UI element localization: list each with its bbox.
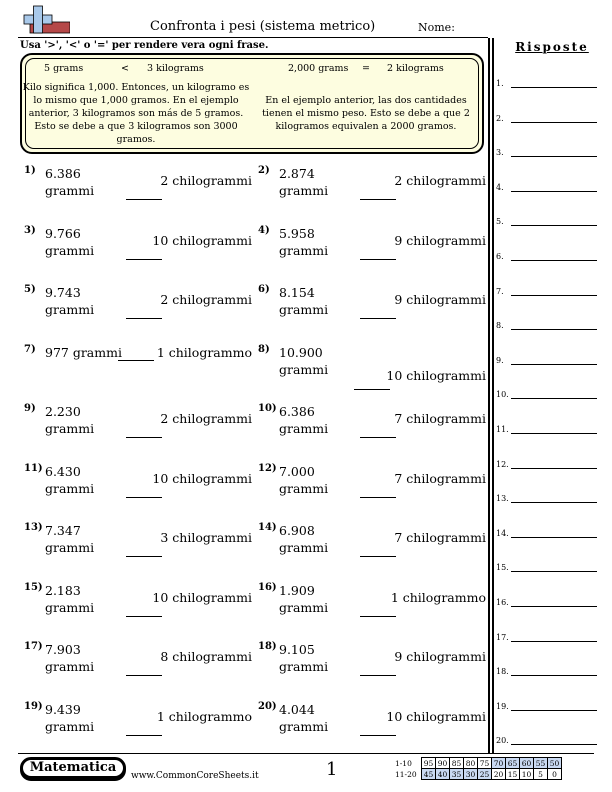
example-left-a: 5 grams: [44, 63, 84, 74]
problem-unit-left: grammi: [279, 361, 329, 377]
problem-amount: 1.909: [279, 582, 315, 598]
answer-line[interactable]: [511, 122, 597, 123]
problem-unit-right: 3 chilogrammi: [160, 530, 252, 545]
problem-number: 3): [24, 224, 36, 236]
answer-number: 16.: [496, 598, 509, 607]
problem-value: [45, 403, 94, 437]
problem-unit-right: 2 chilogrammi: [160, 173, 252, 188]
header-divider: [18, 37, 488, 38]
answer-line[interactable]: [511, 398, 597, 399]
score-row-label: 1-10: [395, 758, 412, 768]
problem-unit-right: 1 chilogrammo: [390, 589, 486, 605]
problem-item: [258, 344, 486, 394]
answer-number: 19.: [496, 701, 509, 711]
problem-number: 14): [258, 522, 277, 533]
problem-item: [24, 165, 252, 215]
problem-unit-left: grammi: [279, 718, 329, 734]
problem-item: [258, 225, 486, 275]
problem-item: [24, 284, 252, 334]
problem-item: [258, 284, 486, 334]
score-cell: 20: [492, 769, 506, 780]
problem-unit-left: grammi: [45, 183, 95, 198]
answer-line[interactable]: [511, 156, 597, 157]
answer-blank[interactable]: [354, 389, 390, 390]
problem-amount: 2.874: [279, 166, 315, 181]
problem-amount: 7.347: [45, 523, 81, 538]
problem-item: [24, 641, 252, 691]
score-cell: 5: [534, 769, 548, 780]
problem-number: 11): [24, 462, 43, 474]
problem-value: [279, 582, 328, 616]
answer-number: 14.: [496, 528, 509, 538]
answer-number: 13.: [496, 494, 509, 504]
problem-unit-right: 2 chilogrammi: [394, 173, 486, 188]
problem-unit-right: 2 chilogrammi: [160, 411, 252, 426]
score-row-label: 11-20: [395, 769, 417, 779]
answers-title: Risposte: [515, 40, 589, 54]
answer-line[interactable]: [511, 744, 597, 745]
problem-number: 16): [258, 581, 277, 593]
problem-amount: 6.386: [279, 404, 315, 419]
problem-value: [45, 522, 94, 556]
problem-amount: 2.230: [45, 404, 81, 419]
answer-blank[interactable]: [360, 437, 396, 438]
problem-unit-left: grammi: [279, 242, 329, 258]
footer-divider: [18, 753, 594, 754]
example-left-text: Kilo significa 1,000. Entonces, un kilogramo es lo mismo que 1,000 gramos. En el ejemplo anterior, 3 kilogramos son más de 5 gramos. Esto se debe a que 3 kilogramos son 3000 gramos.: [22, 82, 250, 145]
problem-unit-right: 8 chilogrammi: [160, 649, 252, 664]
worksheet-title: Confronta i pesi (sistema metrico): [150, 19, 376, 34]
answer-number: 12.: [496, 459, 509, 469]
problem-amount: 5.958: [279, 225, 315, 241]
problem-value: [45, 463, 94, 497]
page-number: 1: [326, 759, 338, 780]
example-left-b: 3 kilograms: [147, 63, 204, 74]
problem-item: [258, 701, 486, 751]
answer-number: 11.: [496, 425, 509, 434]
problem-number: 1): [24, 165, 36, 176]
score-cell: 30: [464, 769, 478, 780]
problem-unit-left: grammi: [279, 421, 329, 436]
problem-number: 2): [258, 165, 270, 176]
score-row: [395, 769, 562, 780]
problem-amount: 7.000: [279, 463, 315, 479]
problem-amount: 9.766: [45, 225, 81, 241]
problem-item: [258, 522, 486, 572]
answer-blank[interactable]: [360, 556, 396, 557]
problem-value: [279, 403, 328, 437]
score-cell: 35: [450, 769, 464, 780]
problem-amount: 6.908: [279, 523, 315, 538]
problem-value: [45, 344, 122, 361]
answer-number: 2.: [496, 113, 504, 123]
score-cell: 50: [548, 758, 562, 769]
problem-number: 10): [258, 403, 277, 414]
problem-amount: 10.900: [279, 344, 323, 360]
problem-number: 17): [24, 641, 43, 652]
problem-amount: 977 grammi: [45, 344, 122, 360]
answer-line[interactable]: [511, 295, 597, 296]
answer-line[interactable]: [511, 571, 597, 572]
problem-value: [279, 284, 328, 318]
problem-unit-right: 1 chilogrammo: [156, 344, 252, 360]
problem-value: [279, 522, 328, 556]
answer-number: 6.: [496, 252, 504, 261]
problem-amount: 9.743: [45, 285, 81, 300]
problem-unit-left: grammi: [45, 302, 95, 317]
problem-item: [258, 165, 486, 215]
problem-number: 12): [258, 462, 277, 474]
answer-line[interactable]: [511, 87, 597, 88]
score-cell: 15: [506, 769, 520, 780]
problem-item: [24, 582, 252, 632]
problem-unit-right: 10 chilogrammi: [386, 708, 486, 724]
problem-value: [45, 641, 94, 675]
problem-value: [279, 344, 328, 378]
problem-amount: 8.154: [279, 285, 315, 300]
problem-amount: 9.439: [45, 701, 81, 717]
answer-blank[interactable]: [126, 199, 162, 200]
problem-item: [258, 641, 486, 691]
score-row: [395, 758, 562, 769]
answer-number: 15.: [496, 563, 509, 573]
answer-number: 8.: [496, 321, 504, 331]
problem-unit-right: 7 chilogrammi: [394, 530, 486, 545]
score-cell: 95: [422, 758, 436, 769]
problem-value: [45, 701, 94, 735]
problem-unit-left: grammi: [279, 183, 329, 198]
problem-amount: 7.903: [45, 642, 81, 657]
problem-amount: 6.386: [45, 166, 81, 181]
score-cell: 75: [478, 758, 492, 769]
name-label: Nome:: [418, 21, 455, 34]
problem-item: [24, 522, 252, 572]
answer-line[interactable]: [511, 502, 597, 503]
answer-line[interactable]: [511, 260, 597, 261]
problem-unit-right: 7 chilogrammi: [394, 411, 486, 426]
problem-number: 7): [24, 343, 36, 355]
problem-unit-right: 7 chilogrammi: [394, 470, 486, 486]
answer-number: 7.: [496, 286, 504, 296]
problem-unit-left: grammi: [279, 540, 329, 555]
problem-unit-right: 10 chilogrammi: [152, 470, 252, 486]
score-cell: 65: [506, 758, 520, 769]
problem-item: [258, 403, 486, 453]
problem-number: 6): [258, 284, 270, 295]
problem-unit-left: grammi: [279, 302, 329, 317]
answer-blank[interactable]: [126, 616, 162, 617]
answer-blank[interactable]: [126, 259, 162, 260]
answer-line[interactable]: [511, 191, 597, 192]
answer-number: 10.: [496, 390, 509, 400]
answer-blank[interactable]: [360, 497, 396, 498]
score-cell: 40: [436, 769, 450, 780]
problem-value: [279, 463, 328, 497]
answer-number: 18.: [496, 667, 509, 677]
problem-unit-left: grammi: [45, 718, 95, 734]
answer-blank[interactable]: [126, 318, 162, 319]
answer-line[interactable]: [511, 364, 597, 365]
problem-unit-right: 10 chilogrammi: [152, 589, 252, 605]
example-right-a: 2,000 grams: [288, 63, 349, 74]
score-cell: 0: [548, 769, 562, 780]
answer-blank[interactable]: [126, 556, 162, 557]
problem-unit-left: grammi: [45, 480, 95, 496]
brand-label: Matematica: [23, 760, 123, 776]
score-cell: 55: [534, 758, 548, 769]
answer-blank[interactable]: [126, 735, 162, 736]
score-cell: 80: [464, 758, 478, 769]
problem-unit-left: grammi: [279, 480, 329, 496]
answer-line[interactable]: [511, 468, 597, 469]
problem-value: [45, 284, 94, 318]
problem-unit-left: grammi: [45, 599, 95, 615]
example-box: [20, 53, 484, 154]
problem-value: [45, 225, 94, 259]
example-right-text: En el ejemplo anterior, las dos cantidades tienen el mismo peso. Esto se debe a que 2 kilogramos equivalen a 2000 gramos.: [262, 95, 470, 132]
problem-number: 4): [258, 224, 270, 236]
answer-line[interactable]: [511, 641, 597, 642]
problem-amount: 9.105: [279, 642, 315, 657]
site-url: www.CommonCoreSheets.it: [131, 771, 259, 781]
problem-amount: 2.183: [45, 582, 81, 598]
problem-item: [24, 463, 252, 513]
score-cell: 85: [450, 758, 464, 769]
problem-item: [24, 701, 252, 751]
problem-unit-left: grammi: [45, 659, 95, 674]
problem-amount: 6.430: [45, 463, 81, 479]
example-left-op: <: [121, 63, 129, 74]
problem-number: 5): [24, 284, 36, 295]
problem-item: [24, 344, 252, 394]
problem-value: [279, 225, 328, 259]
answer-blank[interactable]: [126, 437, 162, 438]
score-table: [395, 757, 562, 780]
answer-number: 4.: [496, 182, 504, 192]
answer-number: 3.: [496, 148, 504, 158]
example-right-b: 2 kilograms: [387, 63, 444, 74]
answer-blank[interactable]: [118, 360, 154, 361]
problem-value: [279, 701, 328, 735]
problem-unit-left: grammi: [279, 599, 329, 615]
answer-line[interactable]: [511, 433, 597, 434]
problem-number: 18): [258, 641, 277, 652]
problem-number: 15): [24, 581, 43, 593]
answer-blank[interactable]: [360, 199, 396, 200]
problem-unit-left: grammi: [45, 540, 95, 555]
score-cell: 60: [520, 758, 534, 769]
problem-unit-left: grammi: [45, 421, 95, 436]
score-cell: 70: [492, 758, 506, 769]
answer-line[interactable]: [511, 606, 597, 607]
score-cell: 10: [520, 769, 534, 780]
answer-number: 5.: [496, 217, 504, 227]
answer-line[interactable]: [511, 225, 597, 226]
instructions: Usa '>', '<' o '=' per rendere vera ogni frase.: [20, 40, 269, 51]
answer-number: 9.: [496, 355, 504, 365]
problem-unit-right: 2 chilogrammi: [160, 292, 252, 307]
answer-number: 1.: [496, 79, 504, 88]
problem-value: [279, 641, 328, 675]
answer-number: 17.: [496, 632, 509, 642]
problem-amount: 4.044: [279, 701, 315, 717]
problem-item: [258, 463, 486, 513]
score-cell: 45: [422, 769, 436, 780]
answer-blank[interactable]: [126, 675, 162, 676]
problem-number: 13): [24, 522, 43, 533]
answer-blank[interactable]: [360, 259, 396, 260]
problem-unit-left: grammi: [279, 659, 329, 674]
problem-unit-right: 1 chilogrammo: [156, 708, 252, 724]
answer-line[interactable]: [511, 675, 597, 676]
answer-blank[interactable]: [360, 735, 396, 736]
answer-number: 20.: [496, 736, 509, 746]
answer-blank[interactable]: [360, 616, 396, 617]
problem-item: [24, 225, 252, 275]
answer-blank[interactable]: [126, 497, 162, 498]
problem-number: 9): [24, 403, 36, 414]
problem-value: [45, 165, 94, 199]
plus-minus-logo-icon: [22, 5, 70, 35]
brand-badge: [20, 757, 126, 781]
answer-column-border-inner: [492, 38, 494, 753]
answer-blank[interactable]: [360, 675, 396, 676]
problem-unit-right: 9 chilogrammi: [394, 232, 486, 248]
answer-column-border-outer: [488, 38, 490, 753]
example-right-op: =: [362, 63, 370, 74]
score-cell: 90: [436, 758, 450, 769]
problem-unit-right: 10 chilogrammi: [152, 232, 252, 248]
problem-item: [258, 582, 486, 632]
problem-unit-right: 9 chilogrammi: [394, 649, 486, 664]
problem-number: 19): [24, 700, 43, 712]
problem-unit-left: grammi: [45, 242, 95, 258]
answer-line[interactable]: [511, 710, 597, 711]
problem-number: 8): [258, 343, 270, 355]
problem-value: [45, 582, 94, 616]
problem-unit-right: 10 chilogrammi: [386, 367, 486, 383]
answer-line[interactable]: [511, 537, 597, 538]
problem-number: 20): [258, 700, 277, 712]
problem-unit-right: 9 chilogrammi: [394, 292, 486, 307]
answer-line[interactable]: [511, 329, 597, 330]
problem-value: [279, 165, 328, 199]
answer-blank[interactable]: [360, 318, 396, 319]
score-cell: 25: [478, 769, 492, 780]
problem-item: [24, 403, 252, 453]
